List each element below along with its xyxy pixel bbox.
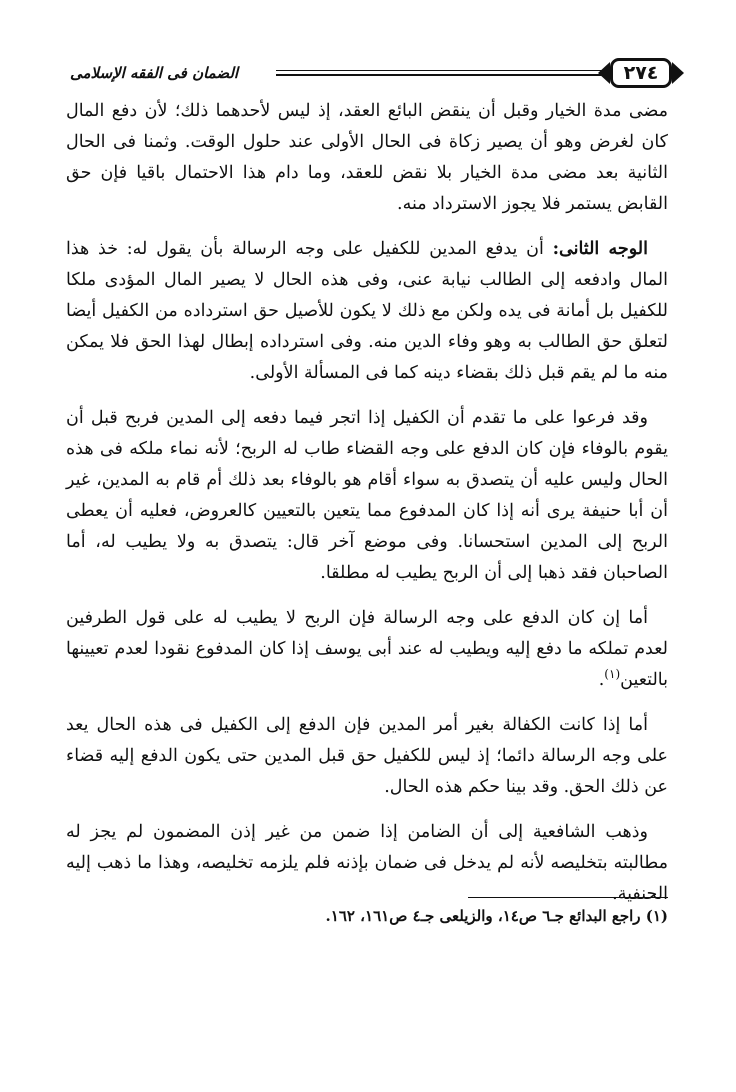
body-text [66,96,668,924]
paragraph-end: . [598,670,605,690]
header-rule [276,70,608,75]
footnote-divider [468,897,668,898]
paragraph-4 [66,603,668,696]
paragraph-2 [66,234,668,389]
paragraph-text: وقد فرعوا على ما تقدم أن الكفيل إذا اتجر فيما دفعه إلى المدين فربح قبل أن يقوم بالوفاء فإن كان الدفع على وجه القضاء طاب له الربح؛ لأنه نماء ملكه فى هذه الحال وليس عليه أن يتصدق به سواء أقام هو بالوفاء بعد ذلك أم قام به المدين، غير أن أبا حنيفة يرى أنه إذا كان المدفوع مما يتعين بالتعيين كالعروض، فعليه أن يعطى الربح إلى المدين استحسانا. وفى موضع آخر قال: يتصدق به ولا يطيب له، أما الصاحبان فقد ذهبا إلى أن الربح يطيب له مطلقا. [66,408,668,583]
paragraph-text: وذهب الشافعية إلى أن الضامن إذا ضمن من غير إذن المضمون لم يجز له مطالبته بتخليصه لأنه لم يدخل فى ضمان بإذنه فلم يلزمه تخليصه، وهذا ما ذهب إليه الحنفية. [66,822,668,904]
footnote [66,903,668,929]
running-header [70,58,670,94]
paragraph-lead: الوجه الثانى: [552,239,648,259]
footnote-reference[interactable]: (١) [604,667,621,682]
badge-left-arrow-icon [598,62,610,84]
paragraph-3 [66,403,668,589]
paragraph-1 [66,96,668,220]
footnote-text: (١) راجع البدائع جـ٦ ص١٤، والزيلعى جـ٤ ص١٦١، ١٦٢. [325,907,668,925]
page-number-badge [610,58,672,88]
header-title: الضمان فى الفقه الإسلامى [70,64,239,82]
paragraph-text: أن يدفع المدين للكفيل على وجه الرسالة بأن يقول له: خذ هذا المال وادفعه إلى الطالب نيابة عنى، وفى هذه الحال لا يصير المال المؤدى ملكا للكفيل بل أمانة فى يده ولكن مع ذلك لا يكون للأصيل حق استرداده من الكفيل أيضا لتعلق حق الطالب به وهو وفاء الدين منه. وفى استرداده إبطال لهذا الحق فلا يمكن منه ما لم يقم قبل ذلك بقضاء دينه كما فى المسألة الأولى. [66,239,668,383]
paragraph-text: مضى مدة الخيار وقبل أن ينقض البائع العقد، إذ ليس لأحدهما ذلك؛ لأن دفع المال كان لغرض وهو أن يصير زكاة فى الحال الأولى عند حلول الوقت. وثمنا فى الحال الثانية بعد مضى مدة الخيار بلا نقض للعقد، وما دام هذا الاحتمال باقيا فإن حق القابض يستمر فلا يجوز الاسترداد منه. [66,101,668,214]
paragraph-5 [66,710,668,803]
paragraph-text: أما إذا كانت الكفالة بغير أمر المدين فإن الدفع إلى الكفيل فى هذه الحال يعد على وجه الرسالة دائما؛ إذ ليس للكفيل حق قبل المدين حتى يكون الدفع إليه قضاء عن ذلك الحق. وقد بينا حكم هذه الحال. [66,715,668,797]
paragraph-text: أما إن كان الدفع على وجه الرسالة فإن الربح لا يطيب له على قول الطرفين لعدم تملكه ما دفع إليه ويطيب له عند أبى يوسف إذا كان المدفوع نقودا لعدم تعيينها بالتعين [66,608,668,690]
badge-right-arrow-icon [672,62,684,84]
page-number: ٢٧٤ [623,62,659,84]
